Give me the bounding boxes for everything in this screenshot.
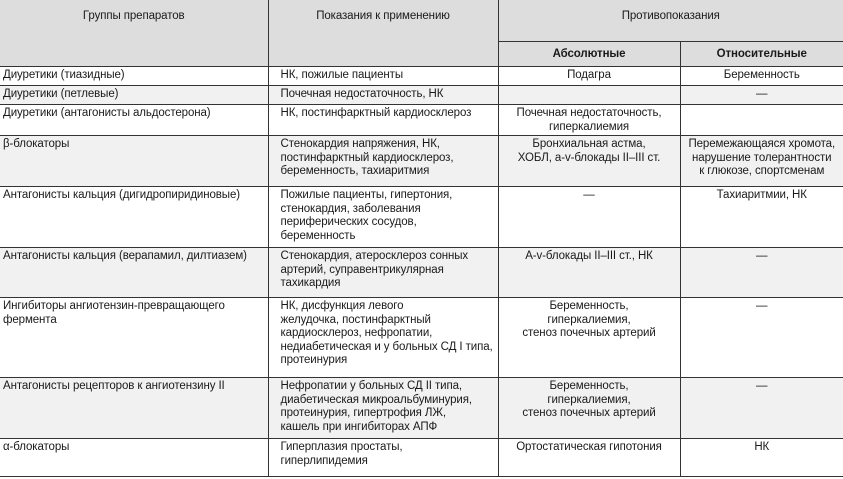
cell-group: Диуретики (тиазидные) [0, 67, 268, 86]
cell-relative: — [680, 298, 843, 378]
header-contraindications: Противопоказания [498, 0, 843, 42]
header-relative: Относительные [680, 42, 843, 67]
cell-indications: НК, дисфункция левого желудочка, постинфарктный кардиосклероз, нефропатии, недиабетическая и у больных СД I типа, протеинурия [268, 298, 498, 378]
cell-absolute: Беременность, гиперкалиемия, стеноз почечных артерий [498, 298, 680, 378]
cell-group: Антагонисты рецепторов к ангиотензину II [0, 378, 268, 439]
cell-relative: — [680, 378, 843, 439]
header-group: Группы препаратов [0, 0, 268, 67]
header-indications: Показания к применению [268, 0, 498, 67]
cell-absolute: — [498, 187, 680, 248]
table-row [0, 86, 843, 105]
cell-relative [680, 105, 843, 136]
cell-indications: Почечная недостаточность, НК [268, 86, 498, 105]
table-row [0, 187, 843, 248]
header-absolute: Абсолютные [498, 42, 680, 67]
cell-relative: — [680, 86, 843, 105]
cell-absolute: Ортостатическая гипотония [498, 439, 680, 477]
cell-group: α-блокаторы [0, 439, 268, 477]
cell-group: Ингибиторы ангиотензин-превращающего фермента [0, 298, 268, 378]
table-row [0, 67, 843, 86]
table-row [0, 136, 843, 187]
cell-absolute: Почечная недостаточность, гиперкалиемия [498, 105, 680, 136]
cell-relative: — [680, 248, 843, 298]
cell-indications: Стенокардия напряжения, НК, постинфарктный кардиосклероз, беременность, тахиаритмия [268, 136, 498, 187]
cell-indications: НК, постинфарктный кардиосклероз [268, 105, 498, 136]
cell-indications: Гиперплазия простаты, гиперлипидемия [268, 439, 498, 477]
cell-relative: Перемежающаяся хромота, нарушение толерантности к глюкозе, спортсменам [680, 136, 843, 187]
cell-absolute: Бронхиальная астма, ХОБЛ, а-v-блокады II–III ст. [498, 136, 680, 187]
table-row [0, 248, 843, 298]
table-row [0, 439, 843, 477]
table-row [0, 378, 843, 439]
cell-indications: Пожилые пациенты, гипертония, стенокардия, заболевания периферических сосудов, беременность [268, 187, 498, 248]
cell-indications: НК, пожилые пациенты [268, 67, 498, 86]
cell-group: Антагонисты кальция (дигидропиридиновые) [0, 187, 268, 248]
cell-indications: Нефропатии у больных СД II типа, диабетическая микроальбуминурия, протеинурия, гипертрофия ЛЖ, кашель при ингибиторах АПФ [268, 378, 498, 439]
cell-group: Диуретики (петлевые) [0, 86, 268, 105]
cell-relative: НК [680, 439, 843, 477]
cell-group: Диуретики (антагонисты альдостерона) [0, 105, 268, 136]
table-row [0, 298, 843, 378]
cell-group: Антагонисты кальция (верапамил, дилтиазем) [0, 248, 268, 298]
cell-absolute: Беременность, гиперкалиемия, стеноз почечных артерий [498, 378, 680, 439]
table-row [0, 105, 843, 136]
cell-absolute: Подагра [498, 67, 680, 86]
table-body [0, 67, 843, 477]
cell-indications: Стенокардия, атеросклероз сонных артерий, суправентрикулярная тахикардия [268, 248, 498, 298]
cell-absolute: A-v-блокады II–III ст., НК [498, 248, 680, 298]
cell-group: β-блокаторы [0, 136, 268, 187]
cell-relative: Тахиаритмии, НК [680, 187, 843, 248]
cell-absolute [498, 86, 680, 105]
cell-relative: Беременность [680, 67, 843, 86]
